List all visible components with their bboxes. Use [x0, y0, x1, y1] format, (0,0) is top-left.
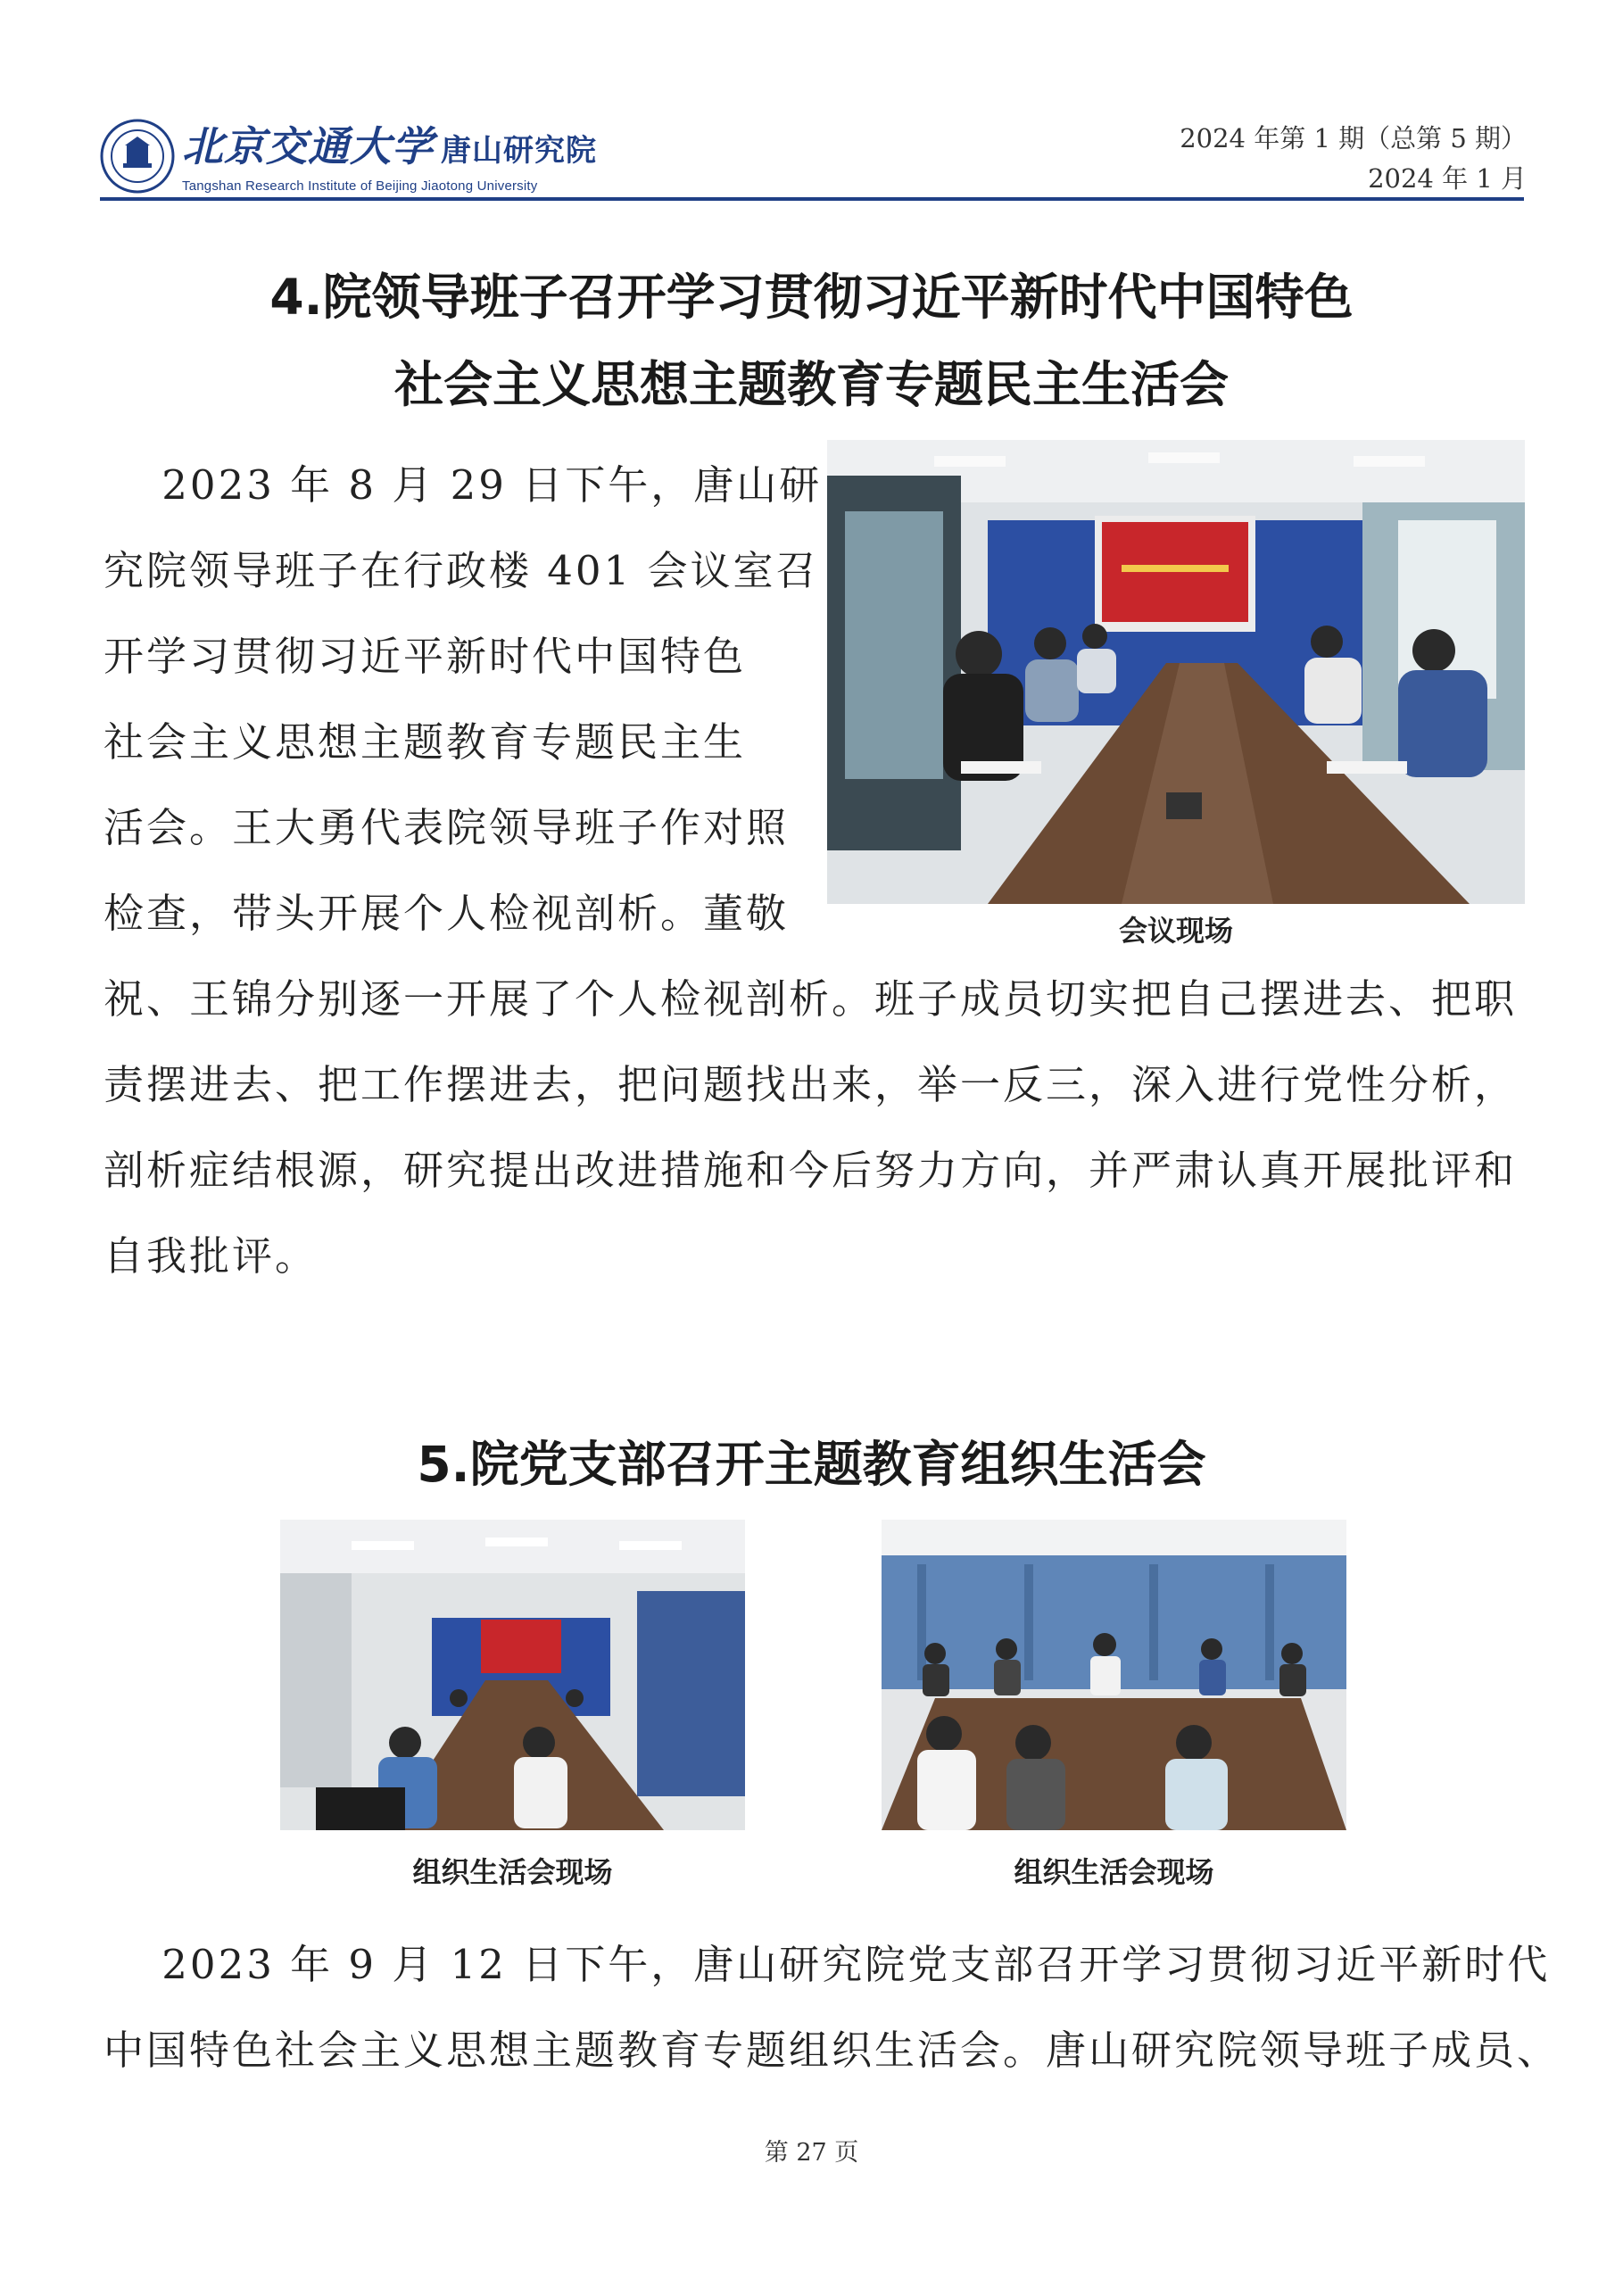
section4-title-line1: 4.院领导班子召开学习贯彻习近平新时代中国特色: [269, 269, 1354, 326]
section4-paragraph-line: 自我批评。: [104, 1232, 319, 1280]
section4-paragraph-line: 开学习贯彻习近平新时代中国特色: [104, 633, 747, 680]
section4-paragraph-line: 祝、王锦分别逐一开展了个人检视剖析。班子成员切实把自己摆进去、把职: [104, 975, 1518, 1023]
section4-paragraph-line: 究院领导班子在行政楼 401 会议室召: [104, 547, 819, 594]
section4-paragraph-line: 责摆进去、把工作摆进去，把问题找出来，举一反三，深入进行党性分析，: [104, 1061, 1518, 1108]
left-photo-caption: 组织生活会现场: [412, 1855, 613, 1889]
section4-title-line2: 社会主义思想主题教育专题民主生活会: [393, 356, 1229, 413]
section4-paragraph-line: 剖析症结根源，研究提出改进措施和今后努力方向，并严肃认真开展批评和: [104, 1147, 1518, 1194]
section4-paragraph-line: 检查，带头开展个人检视剖析。董敬: [104, 890, 790, 937]
university-name-logo: 北京交通大学 唐山研究院: [182, 122, 597, 170]
section4-paragraph-line: 2023 年 8 月 29 日下午，唐山研: [104, 461, 823, 509]
institute-english-name: Tangshan Research Institute of Beijing Jiaotong University: [182, 178, 538, 194]
page-number: 第 27 页: [764, 2139, 859, 2167]
section5-paragraph-line: 中国特色社会主义思想主题教育专题组织生活会。唐山研究院领导班子成员、: [104, 2027, 1561, 2074]
meeting-room-photo: [827, 440, 1525, 904]
section5-paragraph-line: 2023 年 9 月 12 日下午，唐山研究院党支部召开学习贯彻习近平新时代: [104, 1941, 1551, 1988]
university-seal-logo: [100, 119, 175, 194]
party-meeting-photo-left: [280, 1520, 745, 1830]
section4-paragraph-line: 社会主义思想主题教育专题民主生: [104, 718, 747, 766]
meeting-photo-caption: 会议现场: [1118, 914, 1233, 948]
section5-title: 5.院党支部召开主题教育组织生活会: [417, 1436, 1206, 1493]
header-divider: [100, 197, 1524, 201]
issue-number: 2024 年第 1 期（总第 5 期）: [1180, 123, 1527, 153]
party-meeting-photo-right: [882, 1520, 1346, 1830]
issue-date: 2024 年 1 月: [1368, 163, 1527, 194]
section4-paragraph-line: 活会。王大勇代表院领导班子作对照: [104, 804, 790, 851]
right-photo-caption: 组织生活会现场: [1014, 1855, 1214, 1889]
